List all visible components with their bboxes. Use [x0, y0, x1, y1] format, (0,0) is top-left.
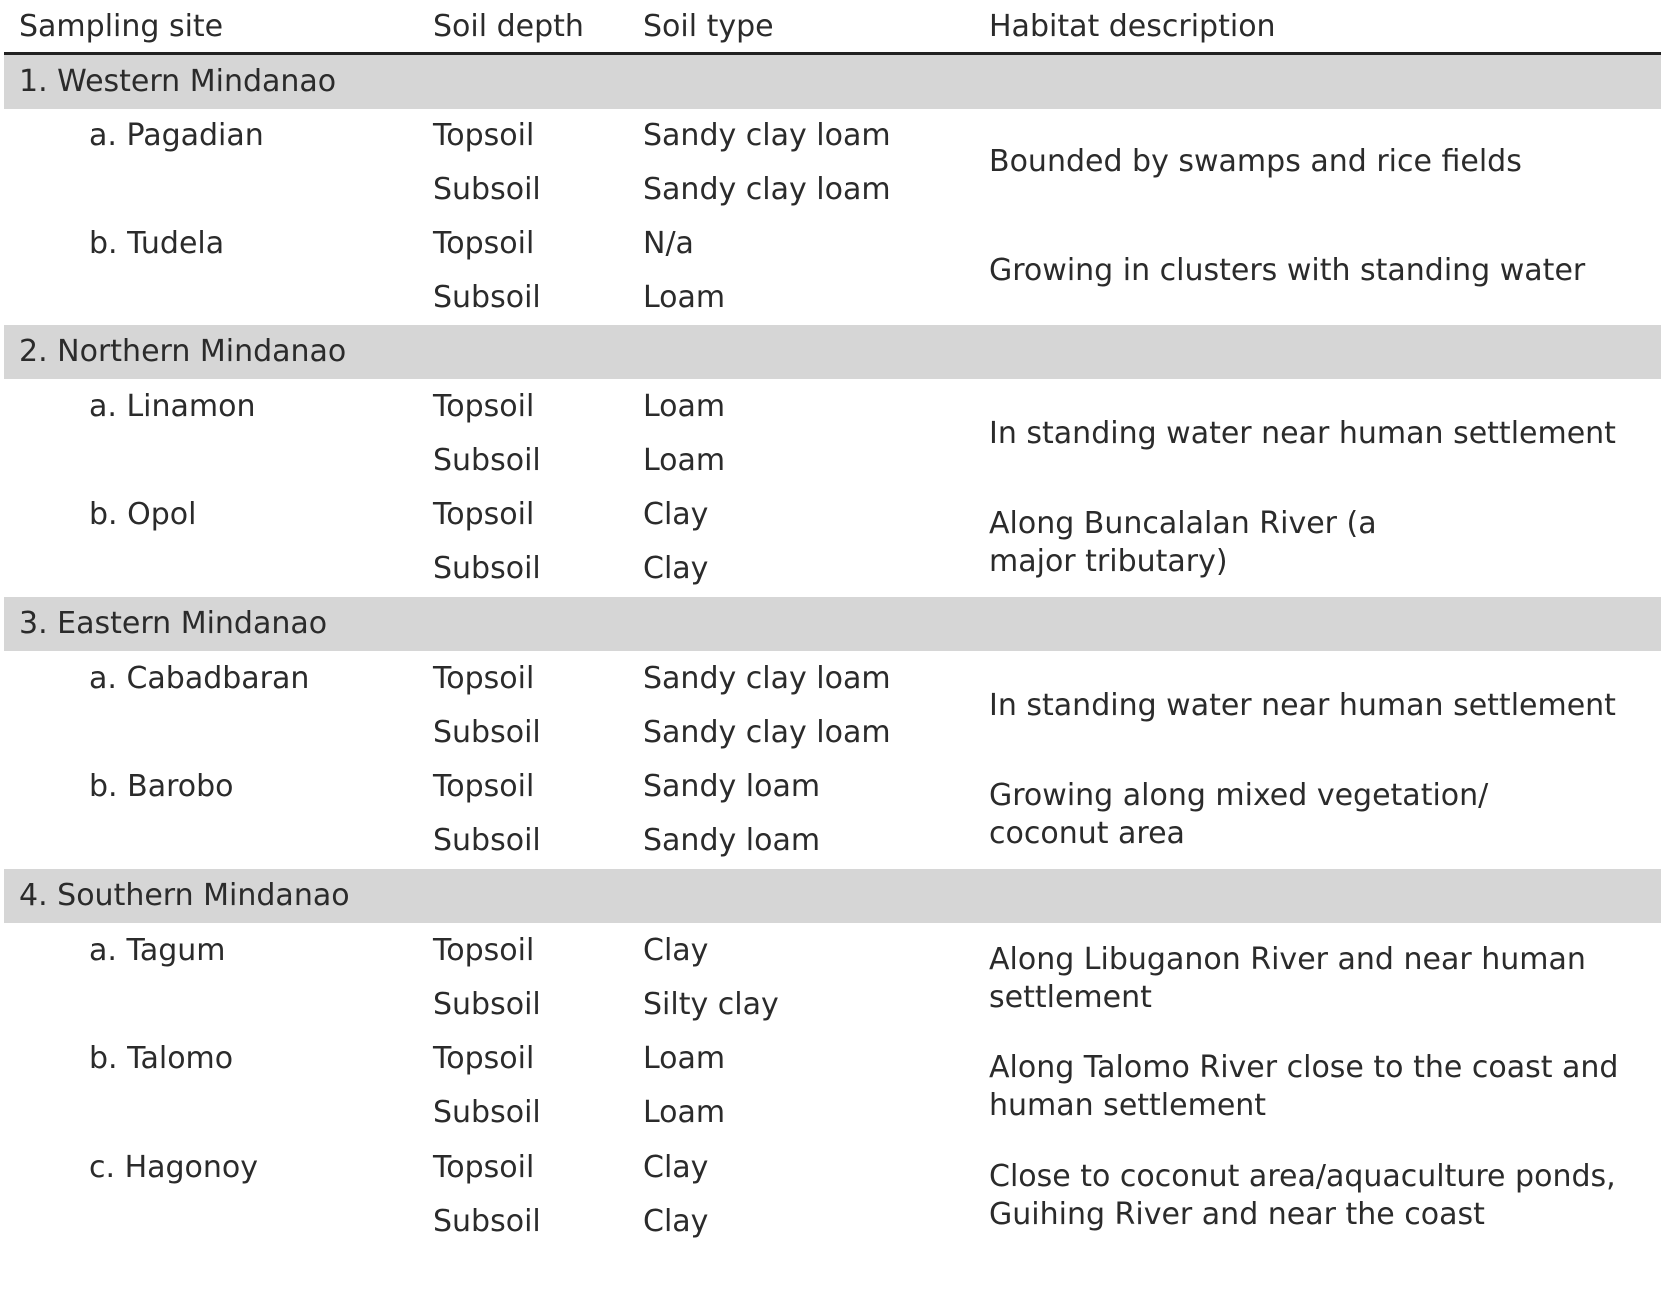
soil-type-cell: Clay: [643, 497, 709, 532]
habitat-description-cell: Bounded by swamps and rice fields: [989, 144, 1522, 179]
region-label: 2. Northern Mindanao: [19, 334, 347, 369]
soil-type-cell: Loam: [643, 280, 726, 315]
soil-depth-cell: Topsoil: [433, 1041, 535, 1076]
header-habitat-description: Habitat description: [989, 9, 1276, 44]
soil-depth-cell: Topsoil: [433, 118, 535, 153]
header-sampling-site: Sampling site: [19, 9, 224, 44]
site-name: b. Opol: [89, 497, 197, 532]
region-label: 1. Western Mindanao: [19, 64, 337, 99]
habitat-description-cell: In standing water near human settlement: [989, 688, 1616, 723]
soil-type-cell: Sandy loam: [643, 769, 821, 804]
habitat-description-cell: Along Libuganon River and near human settlement: [989, 942, 1586, 1015]
soil-type-cell: Clay: [643, 1204, 709, 1239]
habitat-description-cell: Growing along mixed vegetation/ coconut area: [989, 778, 1489, 851]
soil-type-cell: Silty clay: [643, 987, 779, 1022]
soil-type-cell: Loam: [643, 389, 726, 424]
habitat-description-cell: Growing in clusters with standing water: [989, 253, 1586, 288]
site-name: a. Tagum: [89, 933, 226, 968]
soil-depth-cell: Subsoil: [433, 172, 541, 207]
soil-type-cell: N/a: [643, 226, 694, 261]
header-soil-depth: Soil depth: [433, 9, 584, 44]
soil-depth-cell: Topsoil: [433, 933, 535, 968]
habitat-description-cell: Along Buncalalan River (a major tributary): [989, 506, 1377, 579]
region-row-northern-mindanao: [4, 325, 1661, 379]
soil-depth-cell: Subsoil: [433, 443, 541, 478]
site-name: a. Linamon: [89, 389, 256, 424]
soil-depth-cell: Topsoil: [433, 661, 535, 696]
region-row-eastern-mindanao: [4, 597, 1661, 651]
site-name: a. Pagadian: [89, 118, 264, 153]
habitat-description-cell: Close to coconut area/aquaculture ponds, Guihing River and near the coast: [989, 1159, 1616, 1232]
soil-type-cell: Loam: [643, 443, 726, 478]
site-name: b. Tudela: [89, 226, 225, 261]
habitat-description-cell: Along Talomo River close to the coast and human settlement: [989, 1050, 1619, 1123]
site-name: c. Hagonoy: [89, 1150, 259, 1185]
soil-type-cell: Clay: [643, 933, 709, 968]
soil-type-cell: Sandy clay loam: [643, 715, 891, 750]
region-row-southern-mindanao: [4, 869, 1661, 923]
soil-type-cell: Loam: [643, 1041, 726, 1076]
soil-type-cell: Sandy clay loam: [643, 118, 891, 153]
site-name: b. Barobo: [89, 769, 234, 804]
habitat-description-cell: In standing water near human settlement: [989, 416, 1616, 451]
region-label: 3. Eastern Mindanao: [19, 606, 328, 641]
soil-depth-cell: Topsoil: [433, 769, 535, 804]
soil-type-cell: Loam: [643, 1095, 726, 1130]
header-soil-type: Soil type: [643, 9, 774, 44]
site-name: b. Talomo: [89, 1041, 234, 1076]
soil-depth-cell: Subsoil: [433, 715, 541, 750]
soil-depth-cell: Subsoil: [433, 280, 541, 315]
table-header-row: [4, 0, 1661, 55]
soil-type-cell: Clay: [643, 1150, 709, 1185]
soil-depth-cell: Subsoil: [433, 551, 541, 586]
soil-depth-cell: Subsoil: [433, 1204, 541, 1239]
soil-type-cell: Sandy clay loam: [643, 661, 891, 696]
soil-type-cell: Sandy loam: [643, 823, 821, 858]
soil-depth-cell: Topsoil: [433, 1150, 535, 1185]
region-label: 4. Southern Mindanao: [19, 878, 350, 913]
soil-depth-cell: Topsoil: [433, 389, 535, 424]
site-name: a. Cabadbaran: [89, 661, 310, 696]
soil-depth-cell: Topsoil: [433, 497, 535, 532]
soil-depth-cell: Subsoil: [433, 823, 541, 858]
soil-depth-cell: Subsoil: [433, 1095, 541, 1130]
region-row-western-mindanao: [4, 55, 1661, 109]
soil-type-cell: Clay: [643, 551, 709, 586]
soil-depth-cell: Topsoil: [433, 226, 535, 261]
soil-depth-cell: Subsoil: [433, 987, 541, 1022]
soil-type-cell: Sandy clay loam: [643, 172, 891, 207]
